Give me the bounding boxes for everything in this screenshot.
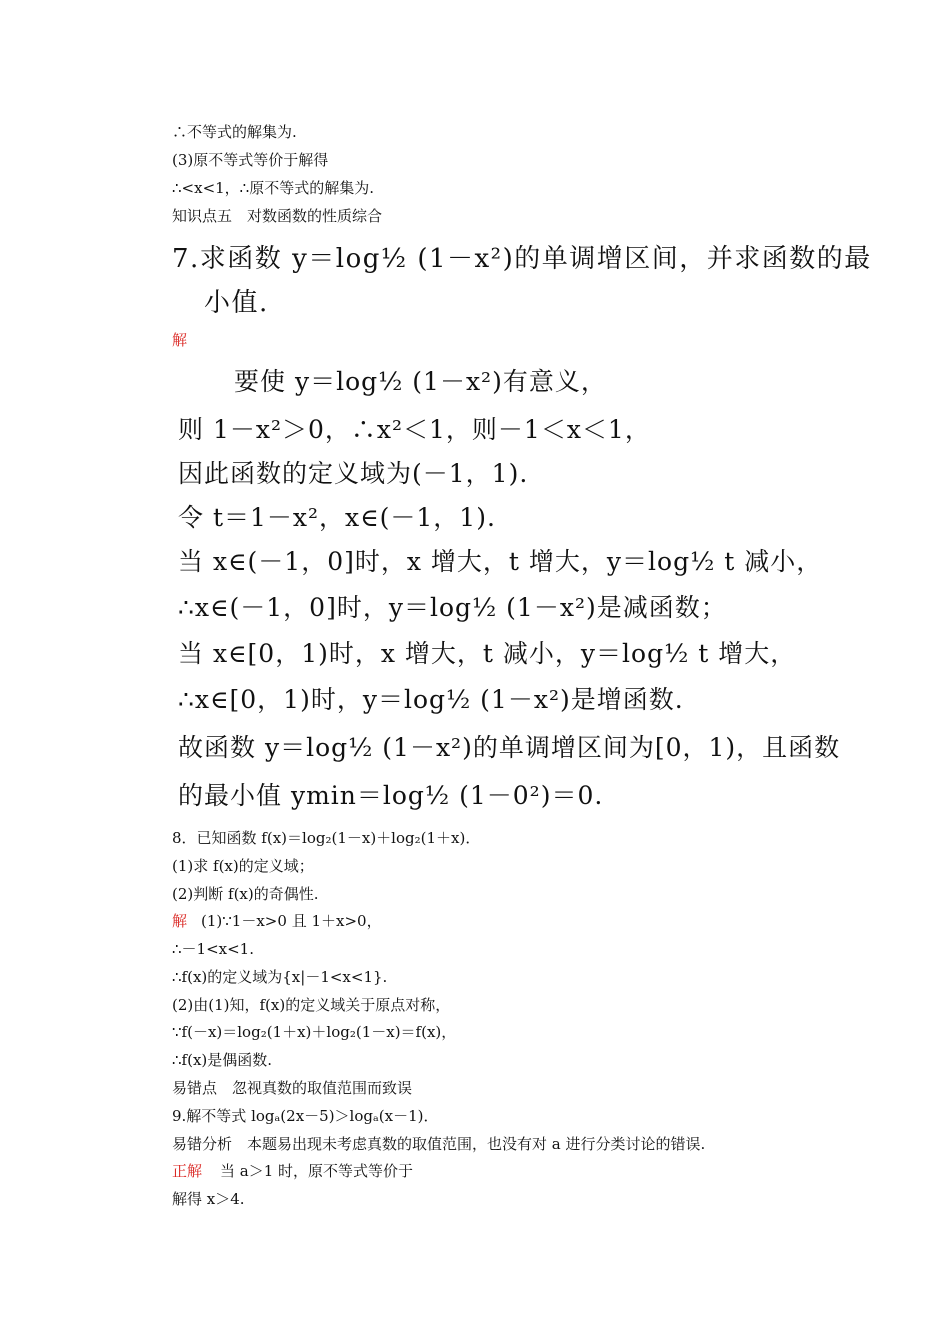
solution-line: ∴x∈[0，1)时，y＝log½ (1－x²)是增函数. xyxy=(178,685,684,714)
section-heading: 知识点五 对数函数的性质综合 xyxy=(172,207,383,225)
solution-line: 则 1－x²＞0，∴x²＜1，则－1＜x＜1， xyxy=(178,415,651,444)
error-point-heading: 易错点 忽视真数的取值范围而致误 xyxy=(172,1079,413,1097)
correct-solution-line xyxy=(172,1161,413,1181)
text-line: (3)原不等式等价于解得 xyxy=(172,151,329,169)
solution-line: 要使 y＝log½ (1－x²)有意义， xyxy=(234,367,607,396)
solution-line: 当 x∈(－1，0]时，x 增大，t 增大，y＝log½ t 减小， xyxy=(178,547,823,576)
solution-line: ∴f(x)是偶函数. xyxy=(172,1051,273,1069)
solution-line: 的最小值 ymin＝log½ (1－0²)＝0. xyxy=(178,781,604,810)
solution-line: ∵f(－x)＝log₂(1＋x)＋log₂(1－x)＝f(x)， xyxy=(172,1023,457,1041)
question-7-line-1: 7.求函数 y＝log½ (1－x²)的单调增区间，并求函数的最 xyxy=(172,244,872,274)
solution-text: (1)∵1－x>0 且 1＋x>0， xyxy=(201,912,382,930)
correct-solution-text: 当 a＞1 时，原不等式等价于 xyxy=(220,1162,414,1180)
error-analysis: 易错分析 本题易出现未考虑真数的取值范围，也没有对 a 进行分类讨论的错误. xyxy=(172,1135,706,1153)
text-line: ∴<x<1，∴原不等式的解集为. xyxy=(172,179,374,197)
question-9: 9.解不等式 logₐ(2x－5)＞logₐ(x－1)． xyxy=(172,1107,439,1125)
final-line: 解得 x＞4. xyxy=(172,1190,245,1208)
solution-8-first-line xyxy=(172,911,382,931)
solution-line: ∴f(x)的定义域为{x|－1<x<1}. xyxy=(172,968,388,986)
solution-line: 令 t＝1－x²，x∈(－1，1). xyxy=(178,503,496,532)
question-7-line-2: 小值. xyxy=(204,288,269,318)
question-8-part-2: (2)判断 f(x)的奇偶性. xyxy=(172,885,319,903)
solution-line: ∴－1<x<1. xyxy=(172,940,254,958)
solution-line: ∴x∈(－1，0]时，y＝log½ (1－x²)是减函数； xyxy=(178,593,727,622)
question-8: 8．已知函数 f(x)＝log₂(1－x)＋log₂(1＋x)． xyxy=(172,829,481,847)
correct-solution-label: 正解 xyxy=(172,1162,203,1180)
solution-line: 当 x∈[0，1)时，x 增大，t 减小，y＝log½ t 增大， xyxy=(178,639,797,668)
solution-label: 解 xyxy=(172,912,188,930)
question-8-part-1: (1)求 f(x)的定义域； xyxy=(172,857,314,875)
solution-line: 因此函数的定义域为(－1，1). xyxy=(178,459,529,488)
text-line: ∴不等式的解集为. xyxy=(172,123,297,141)
solution-line: 故函数 y＝log½ (1－x²)的单调增区间为[0，1)，且函数 xyxy=(178,733,841,762)
solution-line: (2)由(1)知，f(x)的定义域关于原点对称， xyxy=(172,996,451,1014)
solution-label: 解 xyxy=(172,331,188,349)
